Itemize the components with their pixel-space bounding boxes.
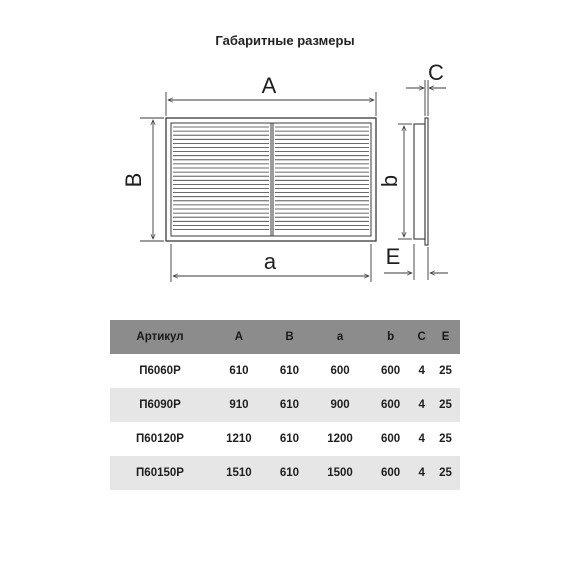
header-article: Артикул — [110, 320, 210, 354]
side-flange — [425, 118, 428, 245]
cell-a: 1500 — [311, 456, 369, 490]
cell-a: 1200 — [327, 433, 353, 445]
cell-A: 1510 — [210, 456, 268, 490]
cell-C: 4 — [412, 456, 431, 490]
label-B: B — [121, 172, 146, 188]
dimensions-table — [110, 320, 460, 490]
cell-B: 610 — [279, 365, 300, 377]
cell-B: 610 — [268, 388, 311, 422]
cell-E: 25 — [431, 456, 460, 490]
side-body — [414, 124, 425, 239]
header-C: C — [412, 320, 431, 354]
header-A: A — [210, 320, 268, 354]
cell-C: 4 — [412, 388, 431, 422]
front-view — [166, 118, 376, 241]
header-b: b — [369, 320, 412, 354]
table-row — [110, 456, 460, 490]
cell-B: 610 — [268, 456, 311, 490]
page-title: Габаритные размеры — [215, 33, 355, 48]
cell-A: 610 — [229, 365, 249, 377]
label-b: b — [377, 174, 402, 188]
table-row — [110, 388, 460, 422]
table-row — [110, 422, 460, 456]
label-E: E — [385, 244, 401, 269]
label-A: A — [261, 73, 277, 98]
cell-E: 25 — [431, 388, 460, 422]
cell-A: 910 — [210, 388, 268, 422]
cell-article: П6090Р — [110, 388, 210, 422]
cell-b: 600 — [369, 388, 412, 422]
cell-b: 600 — [369, 456, 412, 490]
header-B: B — [268, 320, 311, 354]
header-E: E — [431, 320, 460, 354]
label-C: C — [428, 60, 444, 85]
cell-a: 600 — [330, 365, 350, 377]
cell-A: 1210 — [226, 433, 252, 445]
label-a: a — [263, 249, 277, 274]
cell-B: 610 — [279, 433, 300, 445]
header-a: a — [311, 320, 369, 354]
table-row — [110, 354, 460, 388]
cell-article: П60150Р — [110, 456, 210, 490]
cell-E: 25 — [439, 365, 452, 377]
table-header-row — [110, 320, 460, 354]
cell-E: 25 — [439, 433, 452, 445]
cell-b: 600 — [381, 433, 401, 445]
cell-b: 600 — [381, 365, 401, 377]
cell-article: П60120Р — [136, 433, 184, 445]
cell-C: 4 — [418, 365, 425, 377]
cell-a: 900 — [311, 388, 369, 422]
side-view — [414, 118, 428, 245]
cell-article: П6060Р — [139, 365, 181, 377]
cell-C: 4 — [418, 433, 425, 445]
